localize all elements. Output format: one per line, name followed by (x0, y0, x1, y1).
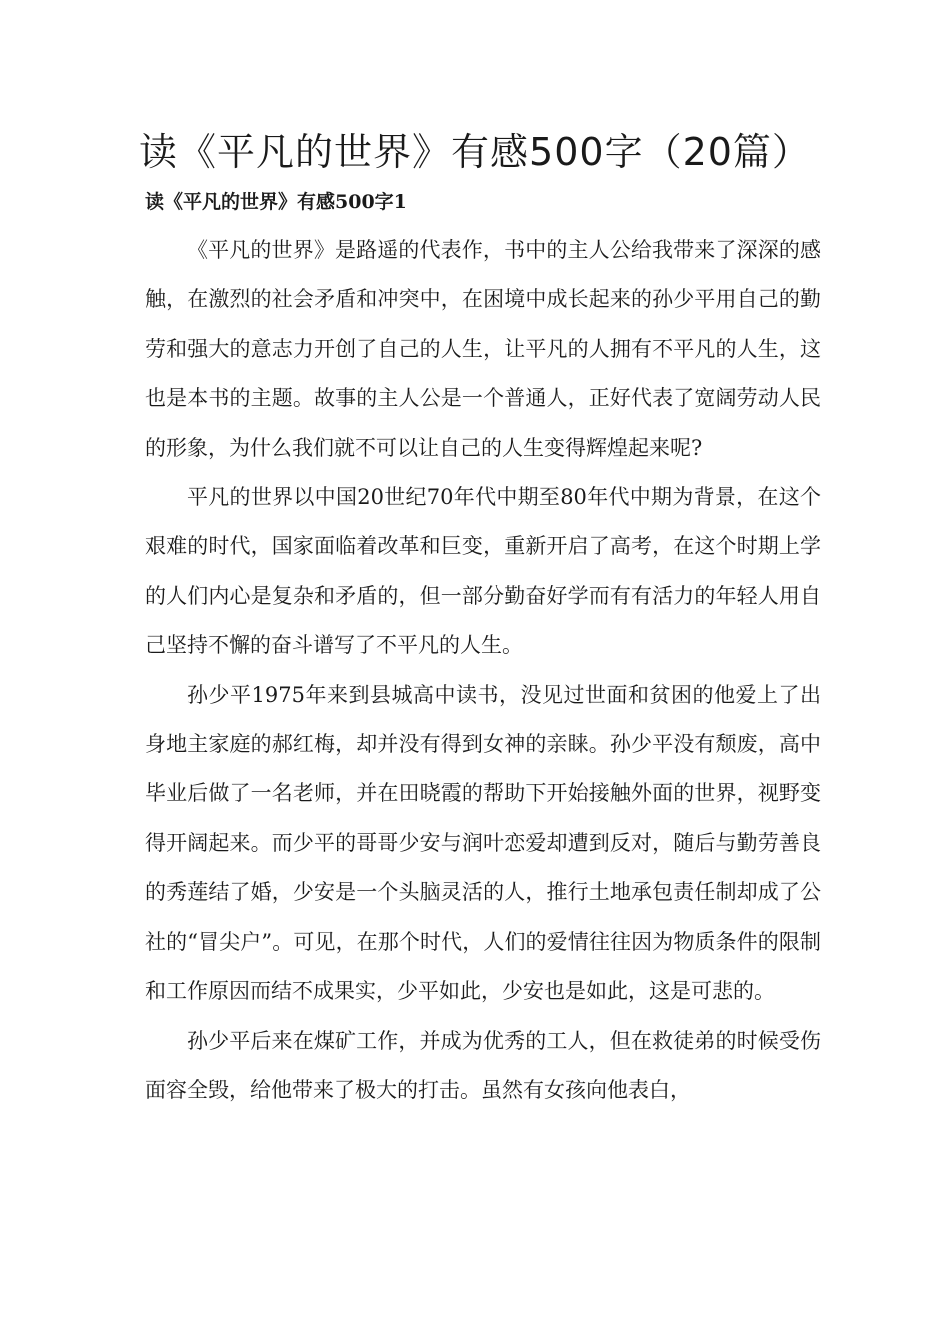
document-title: 读《平凡的世界》有感500字（20篇） (139, 130, 811, 174)
paragraph-4: 孙少平后来在煤矿工作，并成为优秀的工人，但在救徒弟的时候受伤面容全毁，给他带来了极大的打击。虽然有女孩向他表白， (145, 1028, 821, 1102)
paragraph-1: 《平凡的世界》是路遥的代表作，书中的主人公给我带来了深深的感触，在激烈的社会矛盾和冲突中，在困境中成长起来的孙少平用自己的勤劳和强大的意志力开创了自己的人生，让平凡的人拥有不平凡的人生，这也是本书的主题。故事的主人公是一个普通人，正好代表了宽阔劳动人民的形象，为什么我们就不可以让自己的人生变得辉煌起来呢? (145, 238, 821, 460)
document-body (145, 226, 821, 1115)
paragraph-2: 平凡的世界以中国20世纪70年代中期至80年代中期为背景，在这个艰难的时代，国家面临着改革和巨变，重新开启了高考，在这个时期上学的人们内心是复杂和矛盾的，但一部分勤奋好学而有有活力的年轻人用自己坚持不懈的奋斗谱写了不平凡的人生。 (145, 485, 821, 658)
section-heading: 读《平凡的世界》有感500字1 (145, 191, 407, 213)
paragraph-3: 孙少平1975年来到县城高中读书，没见过世面和贫困的他爱上了出身地主家庭的郝红梅，却并没有得到女神的亲睐。孙少平没有颓废，高中毕业后做了一名老师，并在田晓霞的帮助下开始接触外面的世界，视野变得开阔起来。而少平的哥哥少安与润叶恋爱却遭到反对，随后与勤劳善良的秀莲结了婚，少安是一个头脑灵活的人，推行土地承包责任制却成了公社的“冒尖户”。可见，在那个时代，人们的爱情往往因为物质条件的限制和工作原因而结不成果实，少平如此，少安也是如此，这是可悲的。 (145, 682, 821, 1004)
